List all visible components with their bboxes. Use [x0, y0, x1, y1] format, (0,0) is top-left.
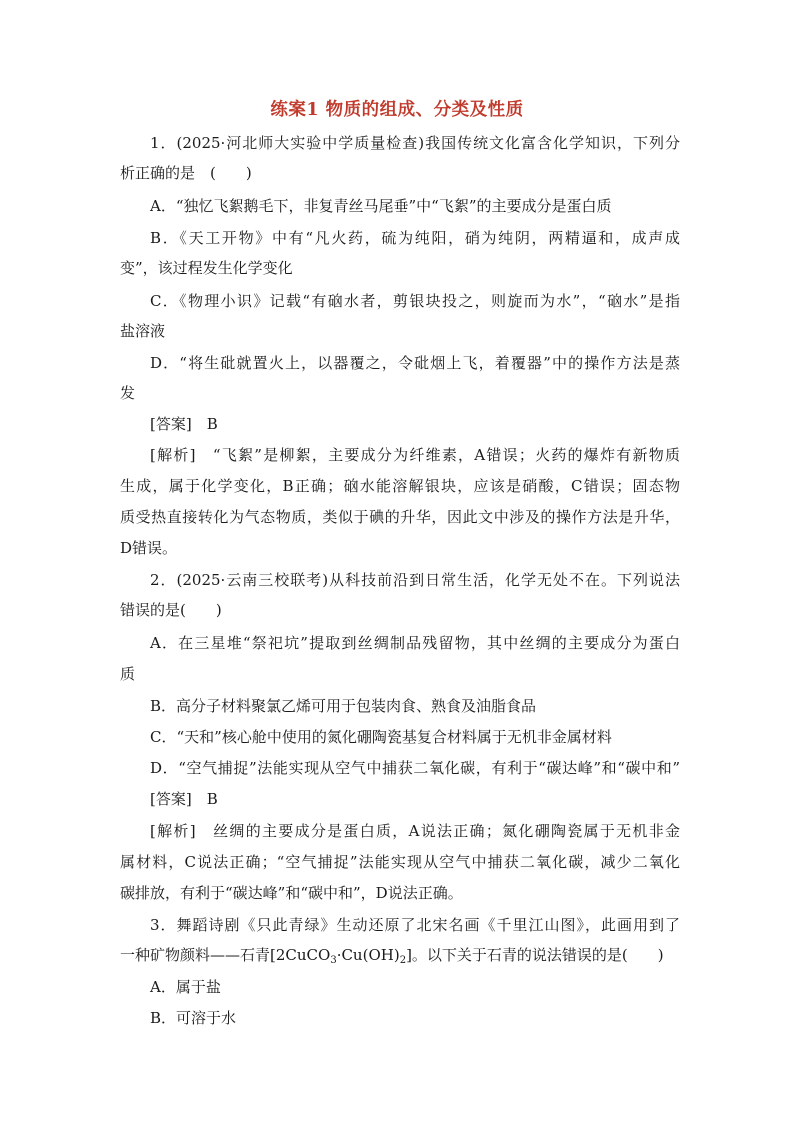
q3-stem-text-b: ·Cu(OH)	[336, 946, 400, 964]
q1-option-b-line2: 变”，该过程发生化学变化	[120, 259, 293, 277]
q1-explanation-line1: [解析] “飞絮”是柳絮，主要成分为纤维素，A错误；火药的爆炸有新物质	[150, 446, 680, 464]
q2-stem-line2: 错误的是( )	[120, 601, 222, 619]
q2-explanation-line3: 碳排放，有利于“碳达峰”和“碳中和”，D说法正确。	[120, 884, 463, 902]
q1-option-c-line1: C．《物理小识》记载“有硇水者，剪银块投之，则旋而为水”，“硇水”是指	[150, 292, 680, 310]
q2-explanation-line1: [解析] 丝绸的主要成分是蛋白质，A说法正确；氮化硼陶瓷属于无机非金	[150, 822, 680, 840]
q1-option-b-line1: B．《天工开物》中有“凡火药，硫为纯阳，硝为纯阴，两精逼和，成声成	[150, 229, 680, 247]
q1-stem-line1: 1．(2025·河北师大实验中学质量检查)我国传统文化富含化学知识，下列分	[150, 134, 680, 152]
q2-option-d: D．“空气捕捉”法能实现从空气中捕获二氧化碳，有利于“碳达峰”和“碳中和”	[150, 759, 680, 777]
q2-option-c: C．“天和”核心舱中使用的氮化硼陶瓷基复合材料属于无机非金属材料	[150, 728, 612, 746]
q1-stem-line2: 析正确的是 ( )	[120, 164, 252, 182]
q3-stem-text-a: 一种矿物颜料——石青[2CuCO	[120, 946, 331, 964]
q1-option-c-line2: 盐溶液	[120, 322, 166, 340]
q3-stem-text-c: ]。以下关于石青的说法错误的是( )	[406, 946, 664, 964]
q2-option-a-line2: 质	[120, 665, 136, 683]
q1-explanation-line3: 质受热直接转化为气态物质，类似于碘的升华，因此文中涉及的操作方法是升华，	[120, 508, 680, 526]
q1-explanation-line2: 生成，属于化学变化，B正确；硇水能溶解银块，应该是硝酸，C错误；固态物	[120, 477, 680, 495]
q2-option-a-line1: A．在三星堆“祭祀坑”提取到丝绸制品残留物，其中丝绸的主要成分为蛋白	[150, 634, 680, 652]
q1-answer: [答案] B	[150, 415, 218, 433]
q3-stem-line1: 3．舞蹈诗剧《只此青绿》生动还原了北宋名画《千里江山图》，此画用到了	[150, 916, 680, 934]
q3-option-a: A．属于盐	[150, 978, 221, 996]
q3-stem-line2	[120, 945, 680, 971]
q2-answer: [答案] B	[150, 790, 218, 808]
q2-explanation-line2: 属材料，C说法正确；“空气捕捉”法能实现从空气中捕获二氧化碳，减少二氧化	[120, 853, 680, 871]
q1-option-d-line1: D．“将生砒就置火上，以器覆之，令砒烟上飞，着覆器”中的操作方法是蒸	[150, 354, 680, 372]
q2-option-b: B．高分子材料聚氯乙烯可用于包装肉食、熟食及油脂食品	[150, 697, 537, 715]
q3-subscript-3: 3	[330, 955, 337, 966]
q3-subscript-2: 2	[399, 955, 407, 966]
q3-option-b: B．可溶于水	[150, 1009, 237, 1027]
q1-option-d-line2: 发	[120, 384, 136, 402]
q1-explanation-line4: D错误。	[120, 539, 178, 557]
page-title: 练案1 物质的组成、分类及性质	[270, 100, 524, 120]
q1-option-a: A．“独忆飞絮鹅毛下，非复青丝马尾垂”中“飞絮”的主要成分是蛋白质	[150, 197, 612, 215]
q2-stem-line1: 2．(2025·云南三校联考)从科技前沿到日常生活，化学无处不在。下列说法	[150, 571, 680, 589]
